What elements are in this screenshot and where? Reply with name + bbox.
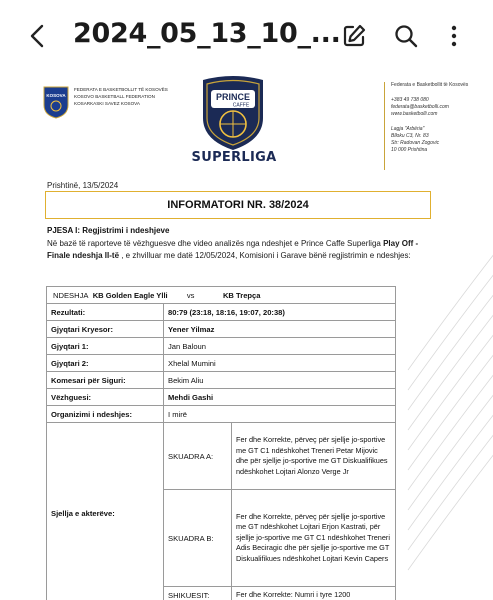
decorative-lines: [398, 240, 493, 600]
team-a-label: SKUADRA A:: [164, 423, 232, 490]
federation-name: FEDERATA E BASKETBOLLIT TË KOSOVËS KOSOVO BASKETBALL FEDERATION KOSARKASKI SAVEZ KOSOVA: [74, 87, 168, 106]
row-value: 80:79 (23:18, 18:16, 19:07, 20:38): [164, 304, 396, 321]
match-label: NDESHJA: [53, 290, 89, 300]
row-label: Gjyqtari 2:: [47, 355, 164, 372]
row-label: Gjyqtari Kryesor:: [47, 321, 164, 338]
table-row: [47, 389, 396, 406]
more-vert-icon[interactable]: [440, 22, 468, 50]
informatori-title: INFORMATORI NR. 38/2024: [167, 199, 309, 211]
table-row: [47, 321, 396, 338]
document-page[interactable]: [12, 70, 493, 600]
table-row: [47, 372, 396, 389]
row-label: Rezultati:: [47, 304, 164, 321]
report-table: [46, 286, 396, 600]
intro-paragraph: Në bazë të raporteve të vëzhguesve dhe video analizës nga ndeshjet e Prince Caffe Superliga Play Off - Finale ndeshja II-të , e zhvilluar me datë 12/05/2024, Komisioni i Garave bënë regjistrimin e ndeshjes:: [47, 239, 419, 260]
row-label: Gjyqtari 1:: [47, 338, 164, 355]
row-label: Komesari për Siguri:: [47, 372, 164, 389]
spectators-label: SHIKUESIT:: [164, 587, 232, 600]
document-title: 2024_05_13_10_...: [73, 18, 341, 49]
section-title: PJESA I: Regjistrimi i ndeshjeve: [47, 226, 170, 235]
table-row: [47, 287, 396, 304]
spectators-value: Fer dhe Korrekte: Numri i tyre 1200: [232, 587, 396, 600]
sponsor-logo-text: PRINCE: [215, 92, 251, 102]
edit-icon[interactable]: [340, 22, 368, 50]
table-row: [47, 355, 396, 372]
row-label: Vëzhguesi:: [47, 389, 164, 406]
row-value: Bekim Aliu: [164, 372, 396, 389]
home-team: KB Golden Eagle Ylli: [92, 290, 168, 300]
row-value: Yener Yilmaz: [164, 321, 396, 338]
contact-block: Federata e Basketbollit të Kosovës +383 49 738 080 federata@basketbolli.com www.basketbolli.com Lagja "Arbëria" Blloku C3, Nr. 83 Str: Radovan Zogovic 10 000 Prishtina: [391, 82, 469, 153]
badge-text: KOSOVA: [46, 93, 66, 98]
table-row: [47, 406, 396, 423]
behavior-label: Sjellja e akterëve:: [47, 423, 164, 600]
informatori-title-box: [45, 191, 431, 219]
search-icon[interactable]: [392, 22, 420, 50]
row-label: Organizimi i ndeshjes:: [47, 406, 164, 423]
table-row: [47, 338, 396, 355]
table-row: [47, 423, 396, 490]
prince-caffe-logo-icon: [197, 74, 269, 152]
row-value: Mehdi Gashi: [164, 389, 396, 406]
back-arrow-icon[interactable]: [24, 22, 52, 50]
league-name: SUPERLIGA: [191, 150, 277, 165]
app-bar: [0, 0, 493, 70]
row-value: Jan Baloun: [164, 338, 396, 355]
header-divider: [384, 82, 385, 170]
team-b-label: SKUADRA B:: [164, 490, 232, 587]
federation-logo-icon: [42, 85, 70, 119]
row-value: Xhelal Mumini: [164, 355, 396, 372]
row-value: I mirë: [164, 406, 396, 423]
match-cell: [47, 287, 396, 304]
team-a-behavior: Fer dhe Korrekte, përveç për sjellje jo-sportive me GT C1 ndëshkohet Treneri Petar Mijovic dhe për sjellje jo-sportive me GT Diskualifikues ndëshkohet Lojtari Alonzo Verge Jr: [232, 423, 396, 490]
away-team: KB Trepça: [222, 290, 261, 300]
document-date: Prishtinë, 13/5/2024: [47, 181, 119, 190]
team-b-behavior: Fer dhe Korrekte, përveç për sjellje jo-sportive me GT ndëshkohet Lojtari Erjon Kastrati, për sjellje jo-sportive me GT C1 ndëshkohet Treneri Adis Beciragic dhe për sjellje jo-sportive me GT Diskualifikues ndëshkohet Lojtari Kevin Capers: [232, 490, 396, 587]
sponsor-logo-sub: CAFFE: [232, 102, 250, 109]
table-row: [47, 304, 396, 321]
vs-label: vs: [186, 290, 195, 300]
